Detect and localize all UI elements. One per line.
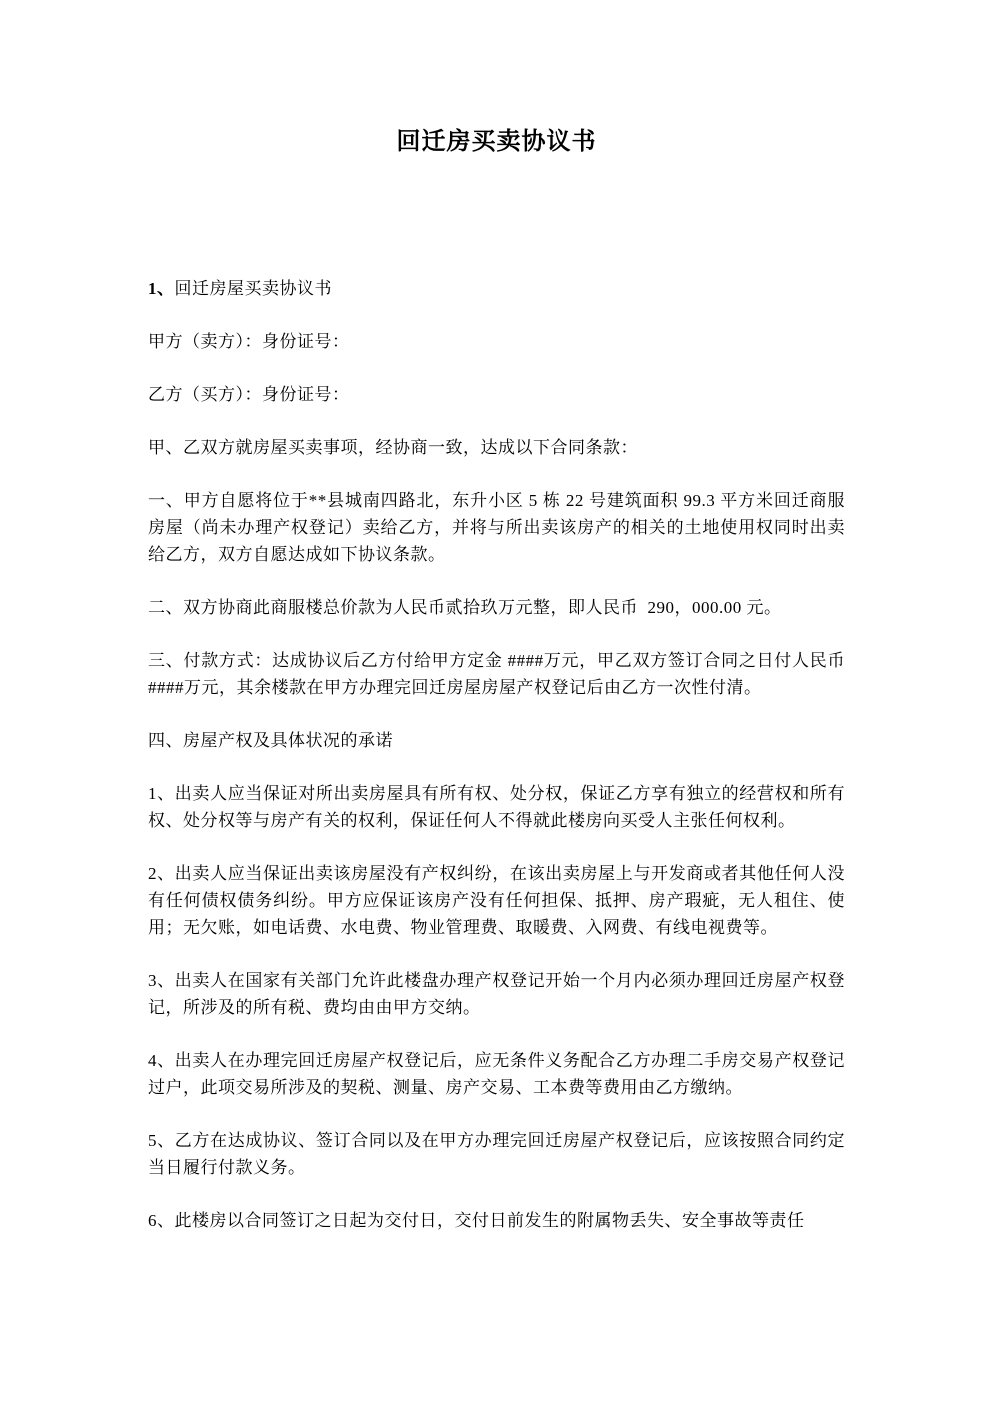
commitment-1: 1、出卖人应当保证对所出卖房屋具有所有权、处分权，保证乙方享有独立的经营权和所有权、处分权等与房产有关的权利，保证任何人不得就此楼房向买受人主张任何权利。 — [148, 783, 845, 830]
contract-subtitle — [148, 275, 845, 302]
subtitle-number: 1、 — [148, 278, 175, 298]
page-title: 回迁房买卖协议书 — [396, 129, 597, 155]
party-a-line: 甲方（卖方）：身份证号： — [148, 331, 350, 351]
clause-2: 二、双方协商此商服楼总价款为人民币贰拾玖万元整，即人民币 290，000.00 元。 — [148, 597, 782, 617]
party-b-line: 乙方（买方）：身份证号： — [148, 384, 350, 404]
commitment-5: 5、乙方在达成协议、签订合同以及在甲方办理完回迁房屋产权登记后，应该按照合同约定当日履行付款义务。 — [148, 1130, 845, 1177]
clause-4-heading: 四、房屋产权及具体状况的承诺 — [148, 730, 393, 750]
subtitle-text: 回迁房屋买卖协议书 — [174, 278, 332, 298]
clause-3: 三、付款方式：达成协议后乙方付给甲方定金 ####万元，甲乙双方签订合同之日付人民币####万元，其余楼款在甲方办理完回迁房屋房屋产权登记后由乙方一次性付清。 — [148, 650, 845, 697]
commitment-4: 4、出卖人在办理完回迁房屋产权登记后，应无条件义务配合乙方办理二手房交易产权登记过户，此项交易所涉及的契税、测量、房产交易、工本费等费用由乙方缴纳。 — [148, 1050, 845, 1097]
commitment-2: 2、出卖人应当保证出卖该房屋没有产权纠纷，在该出卖房屋上与开发商或者其他任何人没有任何债权债务纠纷。甲方应保证该房产没有任何担保、抵押、房产瑕疵，无人租住、使用；无欠账，如电话费、水电费、物业管理费、取暖费、入网费、有线电视费等。 — [148, 863, 845, 937]
clause-1: 一、甲方自愿将位于**县城南四路北，东升小区 5 栋 22 号建筑面积 99.3 平方米回迁商服房屋（尚未办理产权登记）卖给乙方，并将与所出卖该房产的相关的土地使用权同时出卖给乙方，双方自愿达成如下协议条款。 — [148, 490, 845, 564]
commitment-3: 3、出卖人在国家有关部门允许此楼盘办理产权登记开始一个月内必须办理回迁房屋产权登记，所涉及的所有税、费均由由甲方交纳。 — [148, 970, 845, 1017]
preamble-line: 甲、乙双方就房屋买卖事项，经协商一致，达成以下合同条款： — [148, 437, 638, 457]
commitment-6: 6、此楼房以合同签订之日起为交付日，交付日前发生的附属物丢失、安全事故等责任 — [148, 1210, 805, 1230]
